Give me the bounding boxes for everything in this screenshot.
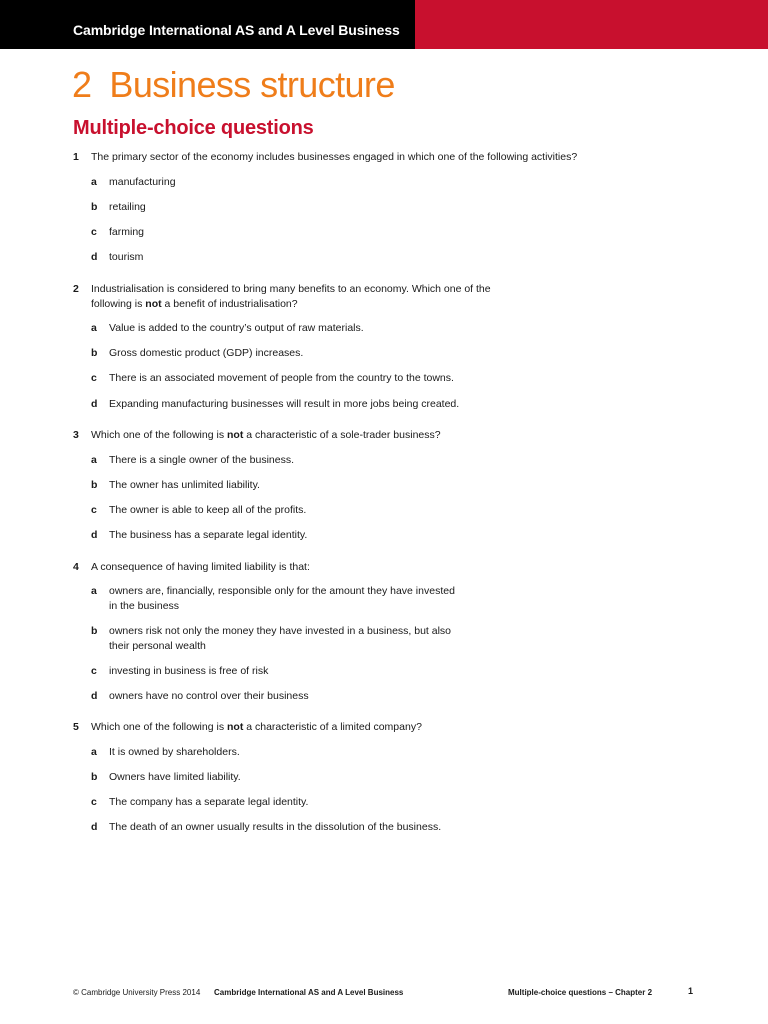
option-text: farming	[109, 226, 145, 238]
option-label: c	[91, 665, 97, 677]
option-text: retailing	[109, 201, 146, 213]
option-text-line1: owners are, financially, responsible only for the amount they have invested	[109, 585, 455, 597]
question-text: A consequence of having limited liability is that:	[91, 561, 310, 573]
option-label: d	[91, 821, 98, 833]
question-number: 1	[73, 151, 79, 163]
question-text	[91, 428, 441, 443]
chapter-title: Business structure	[109, 64, 395, 105]
question-text	[91, 720, 422, 735]
option-text: It is owned by shareholders.	[109, 746, 240, 758]
option-label: c	[91, 504, 97, 516]
option-label: d	[91, 529, 98, 541]
option-text-line2: in the business	[109, 600, 180, 612]
option-text: Owners have limited liability.	[109, 771, 241, 783]
question-text-part: a characteristic of a limited company?	[243, 721, 422, 733]
option-text-line1: owners risk not only the money they have invested in a business, but also	[109, 625, 452, 637]
option-text: manufacturing	[109, 176, 176, 188]
option-label: b	[91, 201, 98, 213]
option-label: c	[91, 226, 97, 238]
option-label: a	[91, 322, 97, 334]
question-text-part: following is	[91, 298, 146, 310]
option-text: The owner has unlimited liability.	[109, 479, 260, 491]
chapter-heading	[72, 63, 395, 107]
question-emphasis: not	[227, 429, 244, 441]
option-text-line2: their personal wealth	[109, 640, 206, 652]
option-label: a	[91, 746, 97, 758]
option-label: b	[91, 347, 98, 359]
question-number: 5	[73, 721, 79, 733]
option-text: There is a single owner of the business.	[109, 454, 295, 466]
header-bar	[0, 0, 768, 49]
option-label: b	[91, 625, 98, 637]
question-text-part: Which one of the following is	[91, 429, 227, 441]
option-text: Value is added to the country’s output of raw materials.	[109, 322, 364, 334]
chapter-number: 2	[72, 64, 92, 105]
option-text: investing in business is free of risk	[109, 665, 269, 677]
header-red-band	[415, 0, 768, 49]
option-text: There is an associated movement of people from the country to the towns.	[109, 372, 454, 384]
page-number: 1	[688, 986, 694, 996]
question-text-part: a benefit of industrialisation?	[161, 298, 298, 310]
option-label: a	[91, 176, 97, 188]
footer-copyright: © Cambridge University Press 2014	[73, 988, 201, 997]
option-label: a	[91, 454, 97, 466]
option-text: tourism	[109, 251, 144, 263]
option-label: d	[91, 690, 98, 702]
option-label: c	[91, 372, 97, 384]
question-number: 3	[73, 429, 79, 441]
option-text: The business has a separate legal identity.	[109, 529, 308, 541]
question-text-part: a characteristic of a sole-trader business?	[243, 429, 441, 441]
question-text-part: Which one of the following is	[91, 721, 227, 733]
option-text: The death of an owner usually results in the dissolution of the business.	[109, 821, 442, 833]
option-text: owners have no control over their business	[109, 690, 309, 702]
footer-section: Multiple-choice questions – Chapter 2	[508, 988, 653, 997]
option-text: Gross domestic product (GDP) increases.	[109, 347, 304, 359]
option-text: Expanding manufacturing businesses will result in more jobs being created.	[109, 398, 460, 410]
option-label: b	[91, 479, 98, 491]
option-label: d	[91, 251, 98, 263]
question-emphasis: not	[227, 721, 244, 733]
footer-book-title: Cambridge International AS and A Level Business	[214, 988, 404, 997]
option-label: b	[91, 771, 98, 783]
header-book-title: Cambridge International AS and A Level Business	[73, 22, 400, 38]
question-emphasis: not	[145, 298, 162, 310]
question-text-line1: Industrialisation is considered to bring many benefits to an economy. Which one of the	[91, 283, 491, 295]
question-number: 2	[73, 283, 79, 295]
question-number: 4	[73, 561, 79, 573]
option-label: a	[91, 585, 97, 597]
question-text: The primary sector of the economy includes businesses engaged in which one of the following activities?	[91, 151, 578, 163]
option-label: c	[91, 796, 97, 808]
section-title: Multiple-choice questions	[73, 117, 314, 139]
option-text: The owner is able to keep all of the profits.	[109, 504, 307, 516]
question-text-line2	[91, 297, 298, 312]
option-text: The company has a separate legal identity.	[109, 796, 309, 808]
option-label: d	[91, 398, 98, 410]
